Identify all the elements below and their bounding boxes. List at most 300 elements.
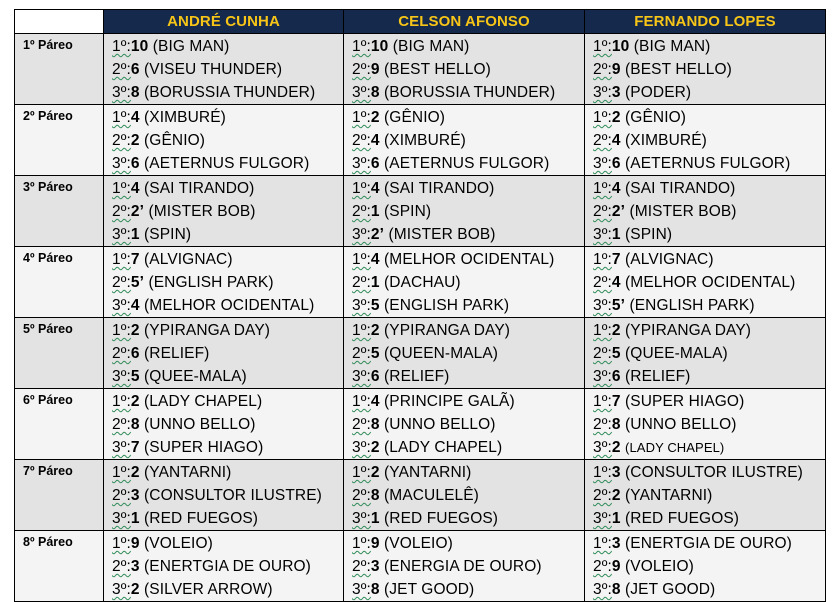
tipster-picks-cell xyxy=(104,247,344,318)
horse-number: 4 xyxy=(611,132,621,149)
horse-number: 9 xyxy=(370,61,380,78)
pick-line xyxy=(593,294,825,317)
horse-number: 6 xyxy=(130,61,140,78)
corner-cell xyxy=(15,10,104,34)
finish-position: 1º: xyxy=(112,393,131,410)
horse-number: 5 xyxy=(370,297,380,314)
tipster-picks-cell xyxy=(104,105,344,176)
tipster-header: CELSON AFONSO xyxy=(344,10,585,34)
pick-line xyxy=(112,58,343,81)
horse-number: 2 xyxy=(370,322,380,339)
horse-number: 4 xyxy=(130,297,140,314)
horse-number: 6 xyxy=(611,155,621,172)
tipster-picks-cell xyxy=(344,176,585,247)
horse-name: (BEST HELLO) xyxy=(384,61,491,78)
pick-line xyxy=(112,436,343,459)
horse-number: 4 xyxy=(130,180,140,197)
horse-number: 4 xyxy=(611,180,621,197)
horse-name: (BIG MAN) xyxy=(633,38,711,55)
horse-number: 6 xyxy=(611,368,621,385)
horse-name: (QUEEN-MALA) xyxy=(384,345,499,362)
horse-number: 6 xyxy=(130,155,140,172)
horse-number: 2 xyxy=(130,393,140,410)
horse-name: (MISTER BOB) xyxy=(388,226,496,243)
pick-line xyxy=(352,294,584,317)
pick-line xyxy=(593,342,825,365)
horse-name: (LADY CHAPEL) xyxy=(384,439,503,456)
pick-line xyxy=(352,390,584,413)
horse-number: 6 xyxy=(370,155,380,172)
finish-position: 2º: xyxy=(112,274,131,291)
pick-line xyxy=(352,177,584,200)
horse-name: (VOLEIO) xyxy=(625,558,694,575)
horse-name: (SPIN) xyxy=(625,226,673,243)
horse-name: (SPIN) xyxy=(384,203,432,220)
horse-name: (JET GOOD) xyxy=(384,581,475,598)
horse-number: 2 xyxy=(130,132,140,149)
finish-position: 1º: xyxy=(112,464,131,481)
horse-number: 7 xyxy=(611,393,621,410)
finish-position: 1º: xyxy=(112,180,131,197)
race-label: 7º Páreo xyxy=(15,460,104,531)
pick-line xyxy=(593,223,825,246)
horse-name: (CONSULTOR ILUSTRE) xyxy=(625,464,803,481)
tipster-picks-cell xyxy=(344,105,585,176)
tipster-picks-cell xyxy=(344,318,585,389)
pick-line xyxy=(112,152,343,175)
race-row xyxy=(15,34,826,105)
horse-number: 4 xyxy=(370,251,380,268)
horse-name: (LADY CHAPEL) xyxy=(625,440,725,455)
pick-line xyxy=(112,223,343,246)
pick-line xyxy=(593,129,825,152)
tipster-picks-cell xyxy=(585,105,826,176)
horse-number: 4 xyxy=(370,180,380,197)
finish-position: 3º: xyxy=(112,368,131,385)
finish-position: 2º: xyxy=(352,558,371,575)
pick-line xyxy=(593,248,825,271)
finish-position: 3º: xyxy=(352,155,371,172)
finish-position: 1º: xyxy=(352,251,371,268)
horse-number: 9 xyxy=(130,535,140,552)
finish-position: 3º: xyxy=(593,297,612,314)
finish-position: 1º: xyxy=(352,393,371,410)
pick-line xyxy=(352,507,584,530)
finish-position: 1º: xyxy=(112,109,131,126)
pick-line xyxy=(593,152,825,175)
horse-name: (RELIEF) xyxy=(144,345,210,362)
horse-name: (ENGLISH PARK) xyxy=(384,297,510,314)
pick-line xyxy=(112,177,343,200)
pick-line xyxy=(112,106,343,129)
pick-line xyxy=(352,248,584,271)
tipster-picks-cell xyxy=(104,176,344,247)
finish-position: 1º: xyxy=(112,251,131,268)
finish-position: 2º: xyxy=(593,132,612,149)
pick-line xyxy=(593,413,825,436)
pick-line xyxy=(352,484,584,507)
finish-position: 2º: xyxy=(352,345,371,362)
horse-number: 2’ xyxy=(611,203,626,220)
horse-number: 8 xyxy=(130,84,140,101)
finish-position: 3º: xyxy=(352,84,371,101)
pick-line xyxy=(112,81,343,104)
horse-name: (MELHOR OCIDENTAL) xyxy=(384,251,555,268)
horse-name: (MISTER BOB) xyxy=(148,203,256,220)
horse-number: 4 xyxy=(611,274,621,291)
horse-number: 5 xyxy=(370,345,380,362)
pick-line xyxy=(593,106,825,129)
horse-number: 2 xyxy=(611,487,621,504)
horse-number: 1 xyxy=(370,510,380,527)
finish-position: 1º: xyxy=(593,180,612,197)
finish-position: 1º: xyxy=(593,38,612,55)
horse-name: (YPIRANGA DAY) xyxy=(625,322,752,339)
pick-line xyxy=(112,35,343,58)
horse-number: 1 xyxy=(370,203,380,220)
tipster-picks-cell xyxy=(344,531,585,602)
finish-position: 1º: xyxy=(112,322,131,339)
horse-name: (MISTER BOB) xyxy=(629,203,737,220)
pick-line xyxy=(352,342,584,365)
pick-line xyxy=(593,58,825,81)
race-row xyxy=(15,318,826,389)
finish-position: 2º: xyxy=(352,203,371,220)
tipster-header: ANDRÉ CUNHA xyxy=(104,10,344,34)
tipster-picks-cell xyxy=(585,460,826,531)
finish-position: 1º: xyxy=(352,322,371,339)
horse-number: 2 xyxy=(370,109,380,126)
horse-number: 8 xyxy=(370,84,380,101)
race-row xyxy=(15,105,826,176)
pick-line xyxy=(112,294,343,317)
horse-number: 2’ xyxy=(130,203,145,220)
tipster-picks-cell xyxy=(344,460,585,531)
finish-position: 2º: xyxy=(112,487,131,504)
horse-name: (ENGLISH PARK) xyxy=(629,297,755,314)
tipster-picks-cell xyxy=(585,531,826,602)
finish-position: 1º: xyxy=(352,464,371,481)
finish-position: 3º: xyxy=(593,368,612,385)
horse-number: 7 xyxy=(130,439,140,456)
race-label: 3º Páreo xyxy=(15,176,104,247)
pick-line xyxy=(112,129,343,152)
tipster-header: FERNANDO LOPES xyxy=(585,10,826,34)
horse-name: (RED FUEGOS) xyxy=(625,510,740,527)
tipster-picks-cell xyxy=(104,34,344,105)
finish-position: 1º: xyxy=(352,535,371,552)
finish-position: 3º: xyxy=(112,297,131,314)
pick-line xyxy=(352,106,584,129)
horse-number: 2 xyxy=(611,439,621,456)
horse-name: (BORUSSIA THUNDER) xyxy=(144,84,316,101)
header-row xyxy=(15,10,826,34)
race-label: 5º Páreo xyxy=(15,318,104,389)
pick-line xyxy=(112,555,343,578)
horse-name: (RED FUEGOS) xyxy=(144,510,259,527)
race-row xyxy=(15,531,826,602)
horse-number: 10 xyxy=(611,38,630,55)
pick-line xyxy=(112,507,343,530)
pick-line xyxy=(593,578,825,601)
finish-position: 1º: xyxy=(352,180,371,197)
horse-name: (GÊNIO) xyxy=(625,109,687,126)
pick-line xyxy=(112,200,343,223)
pick-line xyxy=(593,177,825,200)
horse-number: 5’ xyxy=(611,297,626,314)
tipster-picks-cell xyxy=(344,34,585,105)
finish-position: 2º: xyxy=(593,558,612,575)
finish-position: 3º: xyxy=(593,226,612,243)
horse-name: (YPIRANGA DAY) xyxy=(384,322,511,339)
horse-number: 2 xyxy=(370,464,380,481)
horse-name: (LADY CHAPEL) xyxy=(144,393,263,410)
horse-name: (SUPER HIAGO) xyxy=(144,439,264,456)
finish-position: 2º: xyxy=(593,345,612,362)
horse-name: (ENERTGIA DE OURO) xyxy=(625,535,792,552)
horse-number: 7 xyxy=(130,251,140,268)
finish-position: 2º: xyxy=(112,61,131,78)
finish-position: 3º: xyxy=(352,439,371,456)
tipster-picks-cell xyxy=(585,176,826,247)
finish-position: 2º: xyxy=(593,203,612,220)
pick-line xyxy=(352,35,584,58)
finish-position: 3º: xyxy=(352,297,371,314)
race-label: 1º Páreo xyxy=(15,34,104,105)
horse-name: (RELIEF) xyxy=(625,368,691,385)
pick-line xyxy=(352,319,584,342)
pick-line xyxy=(352,555,584,578)
horse-number: 2’ xyxy=(370,226,385,243)
finish-position: 2º: xyxy=(352,487,371,504)
pick-line xyxy=(593,436,825,459)
finish-position: 1º: xyxy=(593,464,612,481)
horse-number: 5 xyxy=(611,345,621,362)
finish-position: 3º: xyxy=(593,439,612,456)
horse-number: 7 xyxy=(611,251,621,268)
finish-position: 3º: xyxy=(112,84,131,101)
tipster-picks-cell xyxy=(585,389,826,460)
horse-name: (UNNO BELLO) xyxy=(625,416,737,433)
horse-name: (VISEU THUNDER) xyxy=(144,61,283,78)
tipster-picks-cell xyxy=(585,318,826,389)
horse-number: 2 xyxy=(130,581,140,598)
horse-number: 3 xyxy=(130,487,140,504)
finish-position: 2º: xyxy=(593,61,612,78)
horse-name: (MELHOR OCIDENTAL) xyxy=(625,274,796,291)
horse-name: (PODER) xyxy=(625,84,692,101)
horse-name: (PRINCIPE GALÃ) xyxy=(384,393,515,410)
pick-line xyxy=(112,461,343,484)
horse-number: 8 xyxy=(370,487,380,504)
pick-line xyxy=(352,436,584,459)
tipster-picks-cell xyxy=(585,34,826,105)
horse-name: (ENERGIA DE OURO) xyxy=(384,558,542,575)
horse-name: (UNNO BELLO) xyxy=(384,416,496,433)
horse-number: 5 xyxy=(130,368,140,385)
finish-position: 1º: xyxy=(593,393,612,410)
horse-name: (XIMBURÉ) xyxy=(144,109,226,126)
horse-number: 4 xyxy=(370,132,380,149)
horse-name: (ENERTGIA DE OURO) xyxy=(144,558,311,575)
finish-position: 2º: xyxy=(112,558,131,575)
pick-line xyxy=(112,365,343,388)
race-row xyxy=(15,389,826,460)
pick-line xyxy=(593,390,825,413)
race-label: 6º Páreo xyxy=(15,389,104,460)
race-row xyxy=(15,460,826,531)
horse-number: 8 xyxy=(611,416,621,433)
horse-name: (VOLEIO) xyxy=(384,535,453,552)
pick-line xyxy=(593,81,825,104)
horse-name: (RELIEF) xyxy=(384,368,450,385)
tips-table xyxy=(14,9,826,602)
pick-line xyxy=(593,365,825,388)
horse-number: 1 xyxy=(130,226,140,243)
finish-position: 1º: xyxy=(593,535,612,552)
horse-number: 5’ xyxy=(130,274,145,291)
pick-line xyxy=(352,365,584,388)
horse-name: (QUEE-MALA) xyxy=(144,368,247,385)
horse-number: 6 xyxy=(370,368,380,385)
race-row xyxy=(15,176,826,247)
tipster-picks-cell xyxy=(104,318,344,389)
pick-line xyxy=(593,200,825,223)
horse-number: 3 xyxy=(611,535,621,552)
finish-position: 2º: xyxy=(593,274,612,291)
pick-line xyxy=(112,342,343,365)
horse-name: (AETERNUS FULGOR) xyxy=(384,155,550,172)
finish-position: 1º: xyxy=(112,535,131,552)
pick-line xyxy=(352,223,584,246)
horse-number: 1 xyxy=(611,226,621,243)
pick-line xyxy=(352,152,584,175)
horse-number: 10 xyxy=(130,38,149,55)
finish-position: 2º: xyxy=(593,487,612,504)
horse-number: 1 xyxy=(370,274,380,291)
finish-position: 1º: xyxy=(593,109,612,126)
finish-position: 3º: xyxy=(352,368,371,385)
pick-line xyxy=(593,461,825,484)
race-row xyxy=(15,247,826,318)
horse-name: (CONSULTOR ILUSTRE) xyxy=(144,487,322,504)
finish-position: 3º: xyxy=(593,155,612,172)
horse-name: (BIG MAN) xyxy=(392,38,470,55)
horse-name: (BIG MAN) xyxy=(152,38,230,55)
pick-line xyxy=(352,200,584,223)
pick-line xyxy=(112,248,343,271)
finish-position: 1º: xyxy=(352,109,371,126)
horse-number: 2 xyxy=(130,464,140,481)
pick-line xyxy=(593,532,825,555)
horse-name: (AETERNUS FULGOR) xyxy=(144,155,310,172)
horse-name: (SAI TIRANDO) xyxy=(384,180,495,197)
pick-line xyxy=(352,58,584,81)
horse-number: 2 xyxy=(130,322,140,339)
horse-number: 9 xyxy=(611,61,621,78)
pick-line xyxy=(112,413,343,436)
pick-line xyxy=(593,35,825,58)
finish-position: 3º: xyxy=(112,226,131,243)
horse-number: 4 xyxy=(370,393,380,410)
race-label: 2º Páreo xyxy=(15,105,104,176)
finish-position: 2º: xyxy=(112,416,131,433)
pick-line xyxy=(112,578,343,601)
horse-name: (DACHAU) xyxy=(384,274,461,291)
horse-name: (XIMBURÉ) xyxy=(384,132,466,149)
pick-line xyxy=(352,413,584,436)
horse-name: (SILVER ARROW) xyxy=(144,581,273,598)
race-label: 8º Páreo xyxy=(15,531,104,602)
finish-position: 3º: xyxy=(112,155,131,172)
horse-number: 8 xyxy=(370,416,380,433)
horse-name: (SPIN) xyxy=(144,226,192,243)
pick-line xyxy=(352,532,584,555)
finish-position: 3º: xyxy=(593,510,612,527)
horse-name: (GÊNIO) xyxy=(144,132,206,149)
finish-position: 1º: xyxy=(593,251,612,268)
horse-number: 8 xyxy=(130,416,140,433)
finish-position: 2º: xyxy=(593,416,612,433)
finish-position: 2º: xyxy=(352,132,371,149)
horse-name: (VOLEIO) xyxy=(144,535,213,552)
pick-line xyxy=(352,271,584,294)
finish-position: 2º: xyxy=(352,274,371,291)
horse-name: (YANTARNI) xyxy=(625,487,713,504)
horse-name: (GÊNIO) xyxy=(384,109,446,126)
finish-position: 3º: xyxy=(112,439,131,456)
horse-name: (BORUSSIA THUNDER) xyxy=(384,84,556,101)
tipster-picks-cell xyxy=(104,531,344,602)
finish-position: 1º: xyxy=(112,38,131,55)
horse-number: 3 xyxy=(611,84,621,101)
horse-name: (RED FUEGOS) xyxy=(384,510,499,527)
horse-name: (MELHOR OCIDENTAL) xyxy=(144,297,315,314)
horse-number: 8 xyxy=(611,581,621,598)
finish-position: 3º: xyxy=(112,510,131,527)
finish-position: 3º: xyxy=(352,510,371,527)
horse-name: (YPIRANGA DAY) xyxy=(144,322,271,339)
finish-position: 2º: xyxy=(112,132,131,149)
finish-position: 2º: xyxy=(352,416,371,433)
finish-position: 3º: xyxy=(112,581,131,598)
finish-position: 2º: xyxy=(352,61,371,78)
horse-name: (ALVIGNAC) xyxy=(144,251,233,268)
pick-line xyxy=(112,532,343,555)
race-label: 4º Páreo xyxy=(15,247,104,318)
pick-line xyxy=(352,461,584,484)
finish-position: 3º: xyxy=(593,84,612,101)
pick-line xyxy=(593,507,825,530)
horse-number: 8 xyxy=(370,581,380,598)
horse-number: 2 xyxy=(611,109,621,126)
finish-position: 2º: xyxy=(112,203,131,220)
pick-line xyxy=(112,484,343,507)
horse-name: (AETERNUS FULGOR) xyxy=(625,155,791,172)
horse-name: (YANTARNI) xyxy=(384,464,472,481)
tipster-picks-cell xyxy=(104,460,344,531)
horse-name: (JET GOOD) xyxy=(625,581,716,598)
tipster-picks-cell xyxy=(344,389,585,460)
pick-line xyxy=(352,81,584,104)
horse-number: 10 xyxy=(370,38,389,55)
horse-name: (ALVIGNAC) xyxy=(625,251,714,268)
horse-name: (MACULELÊ) xyxy=(384,487,479,504)
finish-position: 2º: xyxy=(112,345,131,362)
horse-name: (SAI TIRANDO) xyxy=(144,180,255,197)
horse-number: 1 xyxy=(130,510,140,527)
horse-number: 3 xyxy=(130,558,140,575)
